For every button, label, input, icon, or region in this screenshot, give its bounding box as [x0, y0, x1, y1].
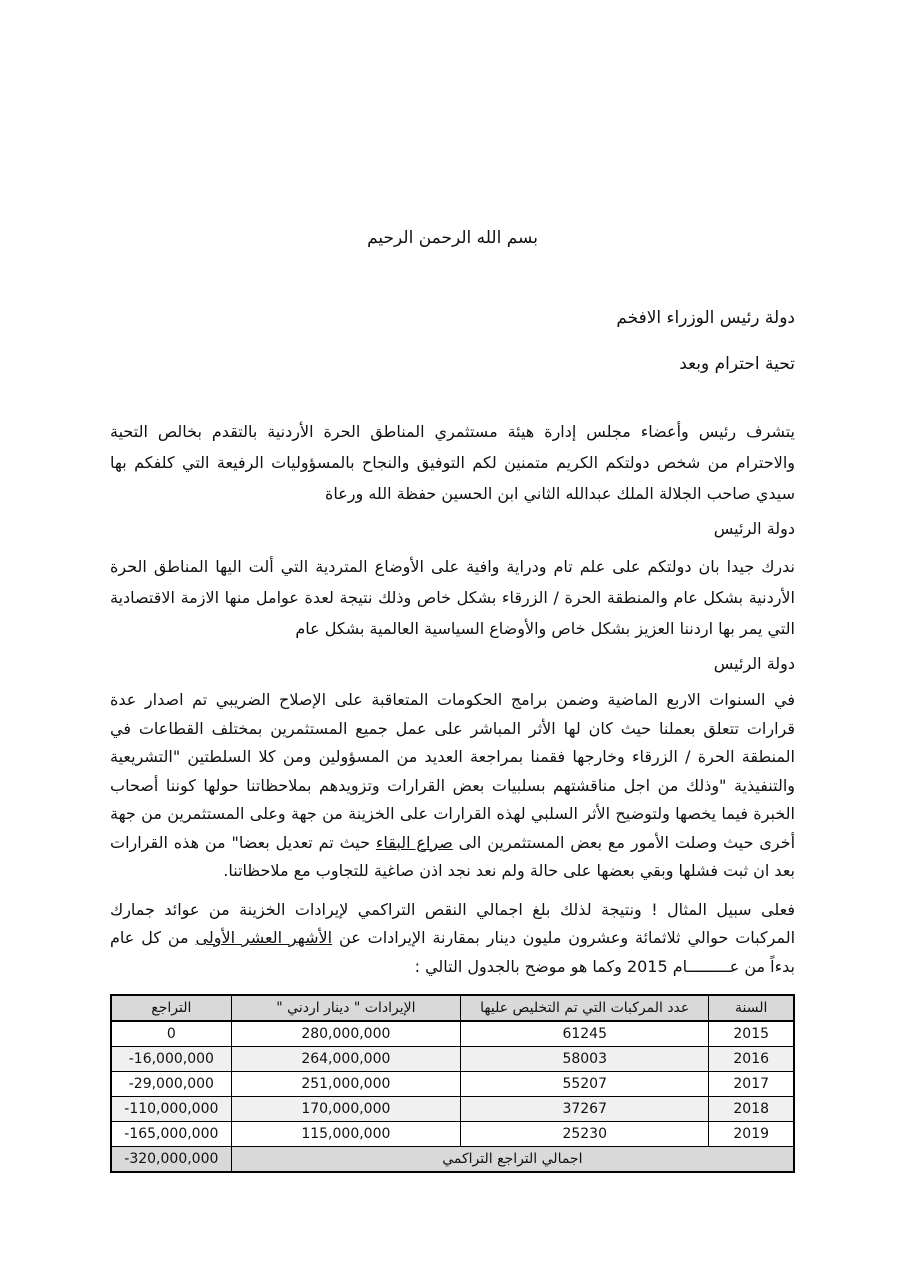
underlined-phrase-ten-months: الأشهر العشر الأولى	[195, 928, 333, 947]
table-row-2019	[111, 1122, 794, 1147]
revenue-decline-table	[110, 994, 795, 1173]
table-total-row	[111, 1147, 794, 1173]
decline-cell: -110,000,000	[111, 1097, 231, 1122]
header-vehicles: عدد المركبات التي تم التخليص عليها	[461, 995, 709, 1021]
header-revenue: الإيرادات " دينار اردني "	[231, 995, 460, 1021]
paragraph-example	[110, 896, 795, 982]
decline-cell: -29,000,000	[111, 1072, 231, 1097]
year-cell: 2016	[709, 1047, 794, 1072]
decline-cell: 0	[111, 1021, 231, 1047]
table-row-2015	[111, 1021, 794, 1047]
underlined-phrase-survival: صراع البقاء	[375, 832, 453, 852]
total-label-cell: اجمالي التراجع التراكمي	[231, 1147, 794, 1173]
table-header-row	[111, 995, 794, 1021]
year-cell: 2017	[709, 1072, 794, 1097]
addressee-line: دولة رئيس الوزراء الافخم	[616, 308, 795, 328]
table-row-2017	[111, 1072, 794, 1097]
revenue-cell: 264,000,000	[231, 1047, 460, 1072]
paragraph-example-text-end: من كل عام بدءاً من عـــــــــام 2015 وكما هو موضح بالجدول التالي :	[110, 928, 795, 976]
revenue-cell: 115,000,000	[231, 1122, 460, 1147]
vehicles-cell: 61245	[461, 1021, 709, 1047]
decline-cell: -165,000,000	[111, 1122, 231, 1147]
header-year: السنة	[709, 995, 794, 1021]
revenue-cell: 251,000,000	[231, 1072, 460, 1097]
vehicles-cell: 58003	[461, 1047, 709, 1072]
header-decline: التراجع	[111, 995, 231, 1021]
year-cell: 2018	[709, 1097, 794, 1122]
total-value-cell: -320,000,000	[111, 1147, 231, 1173]
vehicles-cell: 37267	[461, 1097, 709, 1122]
vocative-line-1: دولة الرئيس	[713, 519, 795, 538]
basmala-heading: بسم الله الرحمن الرحيم	[367, 228, 538, 248]
table-row-2018	[111, 1097, 794, 1122]
table-row-2016	[111, 1047, 794, 1072]
vehicles-cell: 25230	[461, 1122, 709, 1147]
paragraph-intro: يتشرف رئيس وأعضاء مجلس إدارة هيئة مستثمري المناطق الحرة الأردنية بالتقدم بخالص التحية والاحترام من شخص دولتكم الكريم متمنين لكم التوفيق والنجاح بالمسؤوليات الرفيعة التي كلفكم بها سيدي صاحب الجلالة الملك عبدالله الثاني ابن الحسين حفظة الله ورعاة	[110, 422, 795, 503]
vehicles-cell: 55207	[461, 1072, 709, 1097]
paragraph-decisions-text: في السنوات الاربع الماضية وضمن برامج الحكومات المتعاقبة على الإصلاح الضريبي تم اصدار عدة قرارات تتعلق بعملنا حيث كان لها الأثر المباشر على عمل جميع المستثمرين بمختلف القطاعات في المنطقة الحرة / الزرقاء وخارجها فقمنا بمراجعة العديد من المسؤولين ومن كلا السلطتين "التشريعية والتنفيذية "وذلك من اجل مناقشتهم بسلبيات بعض القرارات وتزويدهم بملاحظاتنا حولها كوننا أصحاب الخبرة فيما يخصها ولتوضيح الأثر السلبي لهذه القرارات على الخزينة من جهة وعلى المستثمرين من جهة أخرى حيث وصلت الأمور مع بعض المستثمرين الى	[110, 690, 796, 852]
greeting-line: تحية احترام وبعد	[679, 354, 795, 374]
revenue-cell: 170,000,000	[231, 1097, 460, 1122]
revenue-cell: 280,000,000	[231, 1021, 460, 1047]
vocative-line-2: دولة الرئيس	[713, 654, 795, 673]
paragraph-situation: ندرك جيدا بان دولتكم على علم تام ودراية وافية على الأوضاع المتردية التي ألت اليها المناطق الحرة الأردنية بشكل عام والمنطقة الحرة / الزرقاء بشكل خاص وذلك نتيجة لعدة عوامل منها الازمة الاقتصادية التي يمر بها اردننا العزيز بشكل خاص والأوضاع السياسية العالمية بشكل عام	[110, 557, 795, 638]
paragraph-decisions-text-end: حيث تم تعديل بعضا" من هذه القرارات بعد ان ثبت فشلها وبقي بعضها على حالة ولم نعد نجد اذن صاغية للتجاوب مع ملاحظاتنا.	[110, 832, 795, 880]
year-cell: 2015	[709, 1021, 794, 1047]
decline-cell: -16,000,000	[111, 1047, 231, 1072]
paragraph-decisions	[110, 686, 795, 886]
paragraph-example-text: فعلى سبيل المثال ! ونتيجة لذلك بلغ اجمالي النقص التراكمي لإيرادات الخزينة من عوائد جمارك المركبات حوالي ثلاثمائة وعشرون مليون دينار بمقارنة الإيرادات عن	[110, 899, 796, 947]
year-cell: 2019	[709, 1122, 794, 1147]
